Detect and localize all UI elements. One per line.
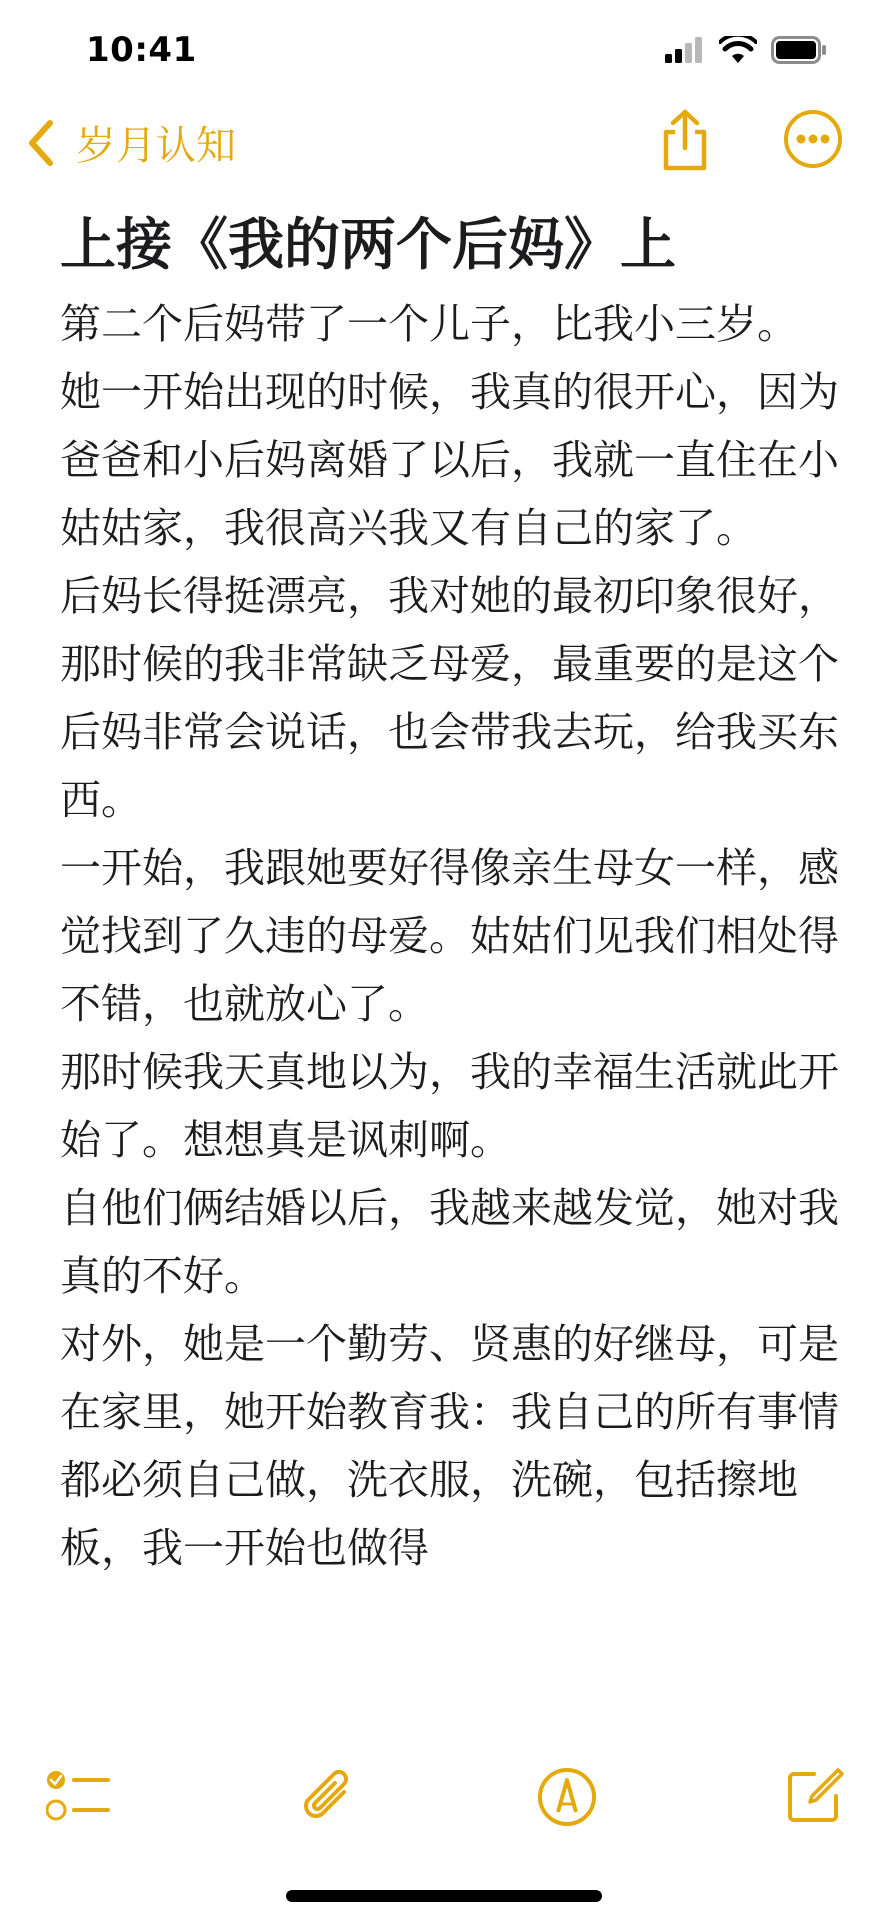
note-paragraph[interactable]: 自他们俩结婚以后，我越来越发觉，她对我真的不好。 — [60, 1184, 839, 1300]
status-icons — [665, 36, 827, 64]
bottom-toolbar — [0, 1760, 887, 1840]
note-body[interactable] — [60, 208, 850, 1582]
chevron-left-icon — [26, 119, 54, 167]
checklist-icon — [46, 1766, 112, 1828]
compose-icon — [784, 1766, 844, 1826]
cellular-signal-icon — [665, 37, 705, 63]
status-time: 10:41 — [86, 30, 197, 70]
more-button[interactable] — [782, 108, 844, 174]
attachment-icon — [296, 1766, 358, 1832]
markup-icon — [536, 1766, 598, 1828]
share-icon — [656, 108, 714, 174]
markup-button[interactable] — [536, 1766, 598, 1832]
checklist-button[interactable] — [46, 1766, 112, 1832]
note-paragraph[interactable]: 第二个后妈带了一个儿子，比我小三岁。 — [60, 300, 798, 348]
back-button[interactable] — [26, 114, 236, 171]
note-paragraph[interactable]: 一开始，我跟她要好得像亲生母女一样，感觉找到了久违的母爱。姑姑们见我们相处得不错，也就放心了。 — [60, 844, 839, 1028]
back-label: 岁月认知 — [76, 123, 236, 169]
note-title[interactable]: 上接《我的两个后妈》上 — [60, 213, 676, 278]
note-paragraph[interactable]: 她一开始出现的时候，我真的很开心，因为爸爸和小后妈离婚了以后，我就一直住在小姑姑家，我很高兴我又有自己的家了。 — [60, 368, 839, 552]
note-paragraph[interactable]: 那时候我天真地以为，我的幸福生活就此开始了。想想真是讽刺啊。 — [60, 1048, 839, 1164]
attachment-button[interactable] — [296, 1766, 358, 1836]
status-bar — [0, 0, 887, 100]
compose-button[interactable] — [784, 1766, 844, 1830]
more-icon — [782, 108, 844, 170]
note-paragraph[interactable]: 对外，她是一个勤劳、贤惠的好继母，可是在家里，她开始教育我：我自己的所有事情都必须自己做，洗衣服，洗碗，包括擦地板，我一开始也做得 — [60, 1320, 839, 1572]
battery-icon — [771, 36, 827, 64]
wifi-icon — [719, 36, 757, 64]
home-indicator[interactable] — [286, 1890, 602, 1902]
note-paragraph[interactable]: 后妈长得挺漂亮，我对她的最初印象很好，那时候的我非常缺乏母爱，最重要的是这个后妈非常会说话，也会带我去玩，给我买东西。 — [60, 572, 839, 824]
share-button[interactable] — [656, 108, 714, 178]
nav-bar — [0, 100, 887, 190]
